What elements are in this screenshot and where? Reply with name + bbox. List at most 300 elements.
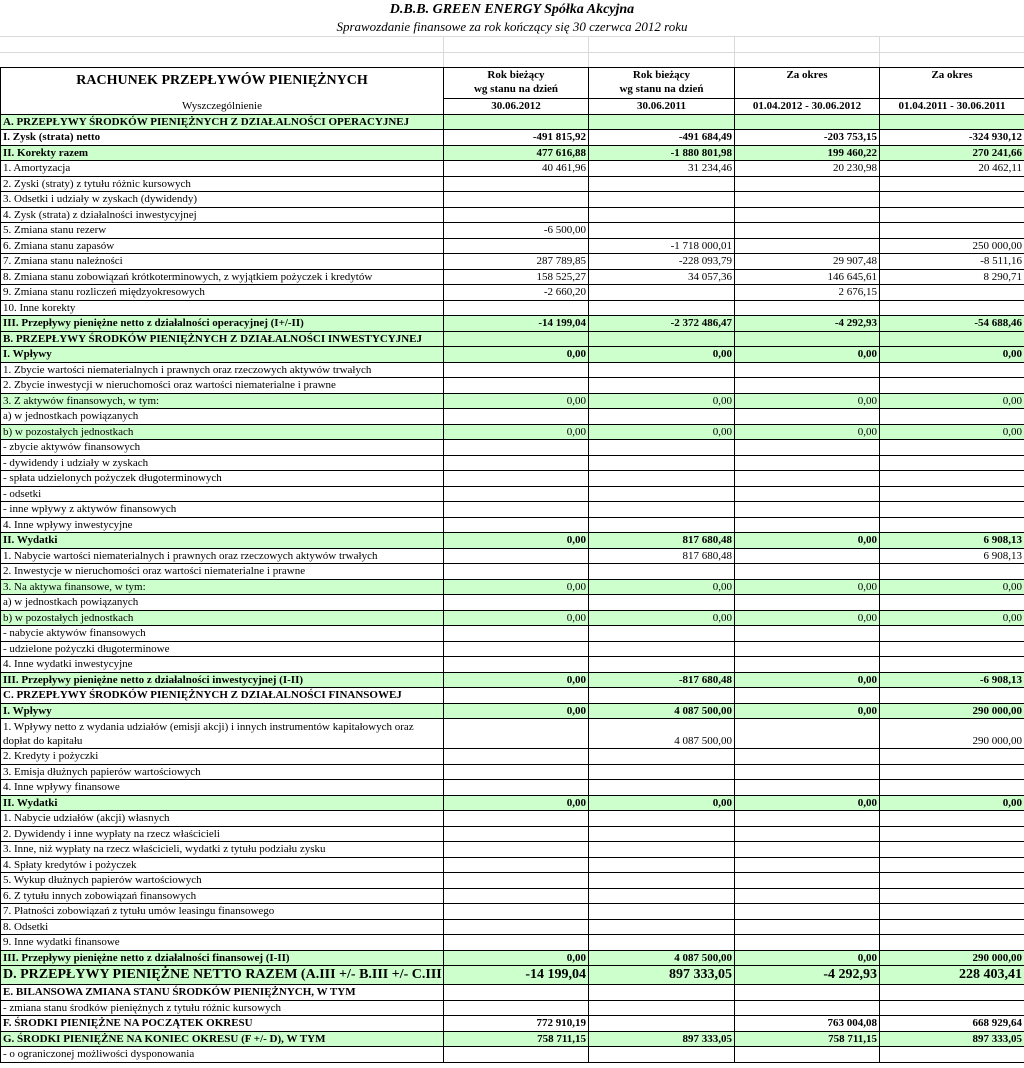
row-value-col1 bbox=[444, 455, 589, 471]
row-value-col1 bbox=[444, 331, 589, 347]
row-value-col2 bbox=[589, 904, 735, 920]
row-label: 1. Wpływy netto z wydania udziałów (emisji akcji) i innych instrumentów kapitałowych oraz dopłat do kapitału bbox=[1, 719, 444, 749]
row-value-col3: 0,00 bbox=[735, 610, 880, 626]
row-value-col2 bbox=[589, 517, 735, 533]
row-value-col2 bbox=[589, 455, 735, 471]
table-title bbox=[1, 68, 444, 115]
row-label: E. BILANSOWA ZMIANA STANU ŚRODKÓW PIENIĘŻNYCH, W TYM bbox=[1, 985, 444, 1001]
row-value-col3 bbox=[735, 935, 880, 951]
row-value-col1 bbox=[444, 764, 589, 780]
row-value-col1 bbox=[444, 486, 589, 502]
row-value-col4: 6 908,13 bbox=[880, 533, 1024, 549]
row-value-col2 bbox=[589, 207, 735, 223]
row-value-col3 bbox=[735, 842, 880, 858]
table-row bbox=[1, 1016, 1024, 1032]
table-row bbox=[1, 409, 1024, 425]
row-value-col3: 0,00 bbox=[735, 950, 880, 966]
row-value-col1 bbox=[444, 378, 589, 394]
row-value-col2: 0,00 bbox=[589, 393, 735, 409]
table-row bbox=[1, 378, 1024, 394]
row-label: 3. Na aktywa finansowe, w tym: bbox=[1, 579, 444, 595]
row-value-col1: 0,00 bbox=[444, 393, 589, 409]
row-value-col1 bbox=[444, 641, 589, 657]
table-row bbox=[1, 719, 1024, 749]
row-value-col2 bbox=[589, 857, 735, 873]
table-row bbox=[1, 811, 1024, 827]
table-row bbox=[1, 672, 1024, 688]
row-value-col2 bbox=[589, 502, 735, 518]
row-value-col3 bbox=[735, 641, 880, 657]
row-value-col3 bbox=[735, 811, 880, 827]
row-value-col3 bbox=[735, 857, 880, 873]
row-value-col2 bbox=[589, 641, 735, 657]
column-2-date: 30.06.2011 bbox=[589, 99, 735, 115]
row-value-col3 bbox=[735, 780, 880, 796]
row-value-col2: 31 234,46 bbox=[589, 161, 735, 177]
row-value-col4 bbox=[880, 780, 1024, 796]
row-label: 1. Zbycie wartości niematerialnych i prawnych oraz rzeczowych aktywów trwałych bbox=[1, 362, 444, 378]
table-row bbox=[1, 238, 1024, 254]
row-label: - odsetki bbox=[1, 486, 444, 502]
row-label: 1. Nabycie wartości niematerialnych i prawnych oraz rzeczowych aktywów trwałych bbox=[1, 548, 444, 564]
row-value-col2 bbox=[589, 1000, 735, 1016]
table-row bbox=[1, 795, 1024, 811]
row-value-col4 bbox=[880, 657, 1024, 673]
table-row bbox=[1, 703, 1024, 719]
table-row bbox=[1, 424, 1024, 440]
row-value-col3: 0,00 bbox=[735, 795, 880, 811]
table-row bbox=[1, 254, 1024, 270]
row-value-col3 bbox=[735, 300, 880, 316]
row-value-col3 bbox=[735, 548, 880, 564]
report-subtitle: Sprawozdanie finansowe za rok kończący się 30 czerwca 2012 roku bbox=[336, 19, 688, 34]
row-value-col3 bbox=[735, 331, 880, 347]
row-label: b) w pozostałych jednostkach bbox=[1, 610, 444, 626]
row-value-col4: 0,00 bbox=[880, 579, 1024, 595]
row-value-col3 bbox=[735, 1047, 880, 1063]
row-value-col2: 4 087 500,00 bbox=[589, 703, 735, 719]
row-value-col1: 0,00 bbox=[444, 610, 589, 626]
table-row bbox=[1, 595, 1024, 611]
row-value-col2 bbox=[589, 471, 735, 487]
row-value-col4: 668 929,64 bbox=[880, 1016, 1024, 1032]
column-4-line1: Za okres bbox=[931, 69, 973, 81]
row-label: 5. Wykup dłużnych papierów wartościowych bbox=[1, 873, 444, 889]
table-row bbox=[1, 888, 1024, 904]
row-value-col3 bbox=[735, 985, 880, 1001]
row-label: 2. Inwestycje w nieruchomości oraz wartości niematerialne i prawne bbox=[1, 564, 444, 580]
row-value-col1: 158 525,27 bbox=[444, 269, 589, 285]
empty-grid-rows bbox=[0, 36, 1024, 68]
table-row bbox=[1, 764, 1024, 780]
row-value-col2 bbox=[589, 1016, 735, 1032]
row-label: 2. Zbycie inwestycji w nieruchomości oraz wartości niematerialne i prawne bbox=[1, 378, 444, 394]
row-value-col4: -6 908,13 bbox=[880, 672, 1024, 688]
row-value-col2 bbox=[589, 440, 735, 456]
row-value-col1 bbox=[444, 176, 589, 192]
row-value-col2 bbox=[589, 300, 735, 316]
row-value-col4 bbox=[880, 935, 1024, 951]
row-value-col2: -1 718 000,01 bbox=[589, 238, 735, 254]
row-value-col2: -817 680,48 bbox=[589, 672, 735, 688]
row-value-col1 bbox=[444, 857, 589, 873]
row-value-col1 bbox=[444, 440, 589, 456]
row-value-col1 bbox=[444, 300, 589, 316]
table-row bbox=[1, 966, 1024, 985]
row-value-col4 bbox=[880, 626, 1024, 642]
row-value-col4 bbox=[880, 440, 1024, 456]
row-label: 2. Zyski (straty) z tytułu różnic kursowych bbox=[1, 176, 444, 192]
table-row bbox=[1, 130, 1024, 146]
header-row bbox=[1, 68, 1024, 99]
row-value-col3: 146 645,61 bbox=[735, 269, 880, 285]
row-value-col1: 40 461,96 bbox=[444, 161, 589, 177]
row-label: - inne wpływy z aktywów finansowych bbox=[1, 502, 444, 518]
row-label: 4. Inne wpływy finansowe bbox=[1, 780, 444, 796]
row-label: 4. Zysk (strata) z działalności inwestycyjnej bbox=[1, 207, 444, 223]
row-value-col4 bbox=[880, 1000, 1024, 1016]
row-value-col3 bbox=[735, 378, 880, 394]
row-value-col2 bbox=[589, 1047, 735, 1063]
row-label: 5. Zmiana stanu rezerw bbox=[1, 223, 444, 239]
row-value-col4 bbox=[880, 842, 1024, 858]
table-row bbox=[1, 331, 1024, 347]
row-value-col3 bbox=[735, 688, 880, 704]
table-row bbox=[1, 393, 1024, 409]
row-value-col1 bbox=[444, 626, 589, 642]
row-label: D. PRZEPŁYWY PIENIĘŻNE NETTO RAZEM (A.III +/- B.III +/- C.III bbox=[1, 966, 444, 985]
row-value-col2: 4 087 500,00 bbox=[589, 719, 735, 749]
table-row bbox=[1, 985, 1024, 1001]
table-row bbox=[1, 285, 1024, 301]
row-value-col4: 20 462,11 bbox=[880, 161, 1024, 177]
row-value-col3 bbox=[735, 238, 880, 254]
row-value-col4 bbox=[880, 826, 1024, 842]
row-value-col1 bbox=[444, 935, 589, 951]
cash-flow-table bbox=[0, 67, 1024, 1063]
column-header-1 bbox=[444, 68, 589, 99]
table-row bbox=[1, 316, 1024, 332]
table-row bbox=[1, 161, 1024, 177]
row-value-col1: 0,00 bbox=[444, 795, 589, 811]
column-1-line2: wg stanu na dzień bbox=[473, 83, 559, 95]
row-value-col1 bbox=[444, 1000, 589, 1016]
row-value-col1: -491 815,92 bbox=[444, 130, 589, 146]
row-value-col4 bbox=[880, 409, 1024, 425]
row-label: II. Wydatki bbox=[1, 795, 444, 811]
row-value-col1 bbox=[444, 888, 589, 904]
row-value-col4 bbox=[880, 517, 1024, 533]
row-value-col1 bbox=[444, 409, 589, 425]
row-value-col1 bbox=[444, 985, 589, 1001]
row-value-col1: 0,00 bbox=[444, 950, 589, 966]
row-value-col4 bbox=[880, 904, 1024, 920]
row-value-col2 bbox=[589, 626, 735, 642]
row-value-col2 bbox=[589, 985, 735, 1001]
row-value-col2 bbox=[589, 486, 735, 502]
row-label: a) w jednostkach powiązanych bbox=[1, 595, 444, 611]
row-value-col1 bbox=[444, 873, 589, 889]
table-row bbox=[1, 300, 1024, 316]
table-row bbox=[1, 455, 1024, 471]
table-row bbox=[1, 440, 1024, 456]
table-row bbox=[1, 207, 1024, 223]
row-value-col2: 0,00 bbox=[589, 347, 735, 363]
row-value-col4: -54 688,46 bbox=[880, 316, 1024, 332]
row-value-col3: 29 907,48 bbox=[735, 254, 880, 270]
row-value-col4 bbox=[880, 223, 1024, 239]
row-value-col4 bbox=[880, 564, 1024, 580]
row-value-col1 bbox=[444, 719, 589, 749]
row-value-col3: 763 004,08 bbox=[735, 1016, 880, 1032]
row-value-col2 bbox=[589, 378, 735, 394]
row-label: 4. Inne wydatki inwestycyjne bbox=[1, 657, 444, 673]
row-value-col1 bbox=[444, 811, 589, 827]
row-label: 2. Kredyty i pożyczki bbox=[1, 749, 444, 765]
row-label: 6. Z tytułu innych zobowiązań finansowych bbox=[1, 888, 444, 904]
table-row bbox=[1, 1031, 1024, 1047]
table-row bbox=[1, 145, 1024, 161]
row-value-col1 bbox=[444, 192, 589, 208]
row-value-col1 bbox=[444, 238, 589, 254]
row-value-col2: 0,00 bbox=[589, 610, 735, 626]
row-value-col3: -203 753,15 bbox=[735, 130, 880, 146]
row-value-col1: 287 789,85 bbox=[444, 254, 589, 270]
row-value-col1 bbox=[444, 780, 589, 796]
row-value-col2: -228 093,79 bbox=[589, 254, 735, 270]
row-value-col4 bbox=[880, 114, 1024, 130]
row-label: b) w pozostałych jednostkach bbox=[1, 424, 444, 440]
row-value-col1: -14 199,04 bbox=[444, 316, 589, 332]
table-row bbox=[1, 919, 1024, 935]
row-label: - zbycie aktywów finansowych bbox=[1, 440, 444, 456]
column-2-line1: Rok bieżący bbox=[632, 69, 691, 81]
row-value-col2: 897 333,05 bbox=[589, 966, 735, 985]
row-label: 8. Zmiana stanu zobowiązań krótkoterminowych, z wyjątkiem pożyczek i kredytów bbox=[1, 269, 444, 285]
table-row bbox=[1, 564, 1024, 580]
row-value-col4: 0,00 bbox=[880, 424, 1024, 440]
table-row bbox=[1, 548, 1024, 564]
row-label: 8. Odsetki bbox=[1, 919, 444, 935]
table-row bbox=[1, 826, 1024, 842]
row-value-col4 bbox=[880, 331, 1024, 347]
row-value-col4: 6 908,13 bbox=[880, 548, 1024, 564]
row-value-col1: 772 910,19 bbox=[444, 1016, 589, 1032]
row-value-col2: 0,00 bbox=[589, 579, 735, 595]
row-label: III. Przepływy pieniężne netto z działalności inwestycyjnej (I-II) bbox=[1, 672, 444, 688]
row-value-col2 bbox=[589, 331, 735, 347]
row-value-col4: 228 403,41 bbox=[880, 966, 1024, 985]
row-label: I. Wpływy bbox=[1, 347, 444, 363]
row-value-col1 bbox=[444, 749, 589, 765]
row-value-col3 bbox=[735, 409, 880, 425]
row-value-col1: -14 199,04 bbox=[444, 966, 589, 985]
row-value-col4 bbox=[880, 749, 1024, 765]
column-header-2 bbox=[589, 68, 735, 99]
row-value-col2: 0,00 bbox=[589, 424, 735, 440]
row-label: 3. Inne, niż wypłaty na rzecz właścicieli, wydatki z tytułu podziału zysku bbox=[1, 842, 444, 858]
row-value-col1 bbox=[444, 1047, 589, 1063]
row-value-col2 bbox=[589, 749, 735, 765]
row-value-col1 bbox=[444, 904, 589, 920]
row-value-col3 bbox=[735, 114, 880, 130]
row-value-col3: 0,00 bbox=[735, 672, 880, 688]
row-value-col3 bbox=[735, 764, 880, 780]
table-row bbox=[1, 347, 1024, 363]
table-row bbox=[1, 1000, 1024, 1016]
table-row bbox=[1, 873, 1024, 889]
row-value-col4: 270 241,66 bbox=[880, 145, 1024, 161]
row-value-col2 bbox=[589, 409, 735, 425]
table-row bbox=[1, 1047, 1024, 1063]
row-value-col1 bbox=[444, 842, 589, 858]
table-row bbox=[1, 780, 1024, 796]
row-label: - udzielone pożyczki długoterminowe bbox=[1, 641, 444, 657]
row-value-col3 bbox=[735, 626, 880, 642]
row-value-col1: 0,00 bbox=[444, 533, 589, 549]
row-value-col3 bbox=[735, 595, 880, 611]
row-value-col4 bbox=[880, 176, 1024, 192]
row-value-col2 bbox=[589, 826, 735, 842]
row-value-col3: 0,00 bbox=[735, 424, 880, 440]
row-label: 3. Z aktywów finansowych, w tym: bbox=[1, 393, 444, 409]
row-value-col3 bbox=[735, 471, 880, 487]
row-value-col4: 250 000,00 bbox=[880, 238, 1024, 254]
column-1-date: 30.06.2012 bbox=[444, 99, 589, 115]
row-value-col3: 0,00 bbox=[735, 393, 880, 409]
row-value-col4: 8 290,71 bbox=[880, 269, 1024, 285]
row-value-col4 bbox=[880, 811, 1024, 827]
row-value-col4 bbox=[880, 362, 1024, 378]
row-value-col4: 290 000,00 bbox=[880, 703, 1024, 719]
row-label: 4. Inne wpływy inwestycyjne bbox=[1, 517, 444, 533]
row-value-col4 bbox=[880, 502, 1024, 518]
row-value-col1: 0,00 bbox=[444, 347, 589, 363]
row-value-col2: 897 333,05 bbox=[589, 1031, 735, 1047]
row-value-col3 bbox=[735, 455, 880, 471]
row-value-col2 bbox=[589, 811, 735, 827]
row-value-col3: 0,00 bbox=[735, 347, 880, 363]
row-value-col4: -8 511,16 bbox=[880, 254, 1024, 270]
row-value-col4 bbox=[880, 300, 1024, 316]
row-value-col2: -491 684,49 bbox=[589, 130, 735, 146]
row-value-col3: 199 460,22 bbox=[735, 145, 880, 161]
table-row bbox=[1, 502, 1024, 518]
row-value-col1 bbox=[444, 502, 589, 518]
row-value-col2 bbox=[589, 223, 735, 239]
row-label: I. Zysk (strata) netto bbox=[1, 130, 444, 146]
row-value-col4 bbox=[880, 471, 1024, 487]
row-value-col2: 817 680,48 bbox=[589, 548, 735, 564]
row-value-col1 bbox=[444, 548, 589, 564]
row-value-col1 bbox=[444, 657, 589, 673]
row-value-col1: -6 500,00 bbox=[444, 223, 589, 239]
row-value-col2 bbox=[589, 919, 735, 935]
row-value-col4: 897 333,05 bbox=[880, 1031, 1024, 1047]
row-value-col1: 477 616,88 bbox=[444, 145, 589, 161]
row-value-col4 bbox=[880, 857, 1024, 873]
row-label: 1. Amortyzacja bbox=[1, 161, 444, 177]
row-value-col3 bbox=[735, 223, 880, 239]
table-row bbox=[1, 904, 1024, 920]
row-value-col3 bbox=[735, 517, 880, 533]
table-row bbox=[1, 657, 1024, 673]
row-label: 2. Dywidendy i inne wypłaty na rzecz właścicieli bbox=[1, 826, 444, 842]
row-value-col2 bbox=[589, 688, 735, 704]
table-row bbox=[1, 362, 1024, 378]
row-value-col3 bbox=[735, 502, 880, 518]
row-label: 3. Emisja dłużnych papierów wartościowych bbox=[1, 764, 444, 780]
row-value-col2 bbox=[589, 192, 735, 208]
row-value-col2: 34 057,36 bbox=[589, 269, 735, 285]
row-value-col4: 0,00 bbox=[880, 393, 1024, 409]
row-value-col4: 290 000,00 bbox=[880, 719, 1024, 749]
row-value-col2 bbox=[589, 657, 735, 673]
row-value-col4: 0,00 bbox=[880, 610, 1024, 626]
row-value-col4 bbox=[880, 595, 1024, 611]
row-value-col1 bbox=[444, 688, 589, 704]
row-value-col2: 817 680,48 bbox=[589, 533, 735, 549]
table-row bbox=[1, 749, 1024, 765]
row-value-col1: -2 660,20 bbox=[444, 285, 589, 301]
table-row bbox=[1, 610, 1024, 626]
column-3-date: 01.04.2012 - 30.06.2012 bbox=[735, 99, 880, 115]
table-row bbox=[1, 192, 1024, 208]
row-value-col2: -2 372 486,47 bbox=[589, 316, 735, 332]
row-value-col3: 2 676,15 bbox=[735, 285, 880, 301]
row-value-col1 bbox=[444, 919, 589, 935]
row-value-col2 bbox=[589, 114, 735, 130]
row-label: II. Wydatki bbox=[1, 533, 444, 549]
row-value-col3 bbox=[735, 873, 880, 889]
row-value-col4 bbox=[880, 764, 1024, 780]
row-label: 7. Zmiana stanu należności bbox=[1, 254, 444, 270]
column-header-4 bbox=[880, 68, 1024, 99]
row-value-col4: -324 930,12 bbox=[880, 130, 1024, 146]
row-value-col1 bbox=[444, 564, 589, 580]
row-value-col3: -4 292,93 bbox=[735, 966, 880, 985]
row-value-col1 bbox=[444, 362, 589, 378]
row-value-col3: 20 230,98 bbox=[735, 161, 880, 177]
table-row bbox=[1, 269, 1024, 285]
row-value-col2 bbox=[589, 888, 735, 904]
row-label: 1. Nabycie udziałów (akcji) własnych bbox=[1, 811, 444, 827]
row-value-col4 bbox=[880, 985, 1024, 1001]
row-label: - o ograniczonej możliwości dysponowania bbox=[1, 1047, 444, 1063]
row-label: a) w jednostkach powiązanych bbox=[1, 409, 444, 425]
row-label: III. Przepływy pieniężne netto z działalności finansowej (I-II) bbox=[1, 950, 444, 966]
row-value-col3 bbox=[735, 657, 880, 673]
row-value-col4 bbox=[880, 192, 1024, 208]
row-value-col2 bbox=[589, 285, 735, 301]
row-value-col3: 0,00 bbox=[735, 703, 880, 719]
table-row bbox=[1, 626, 1024, 642]
row-value-col2 bbox=[589, 935, 735, 951]
row-label: II. Korekty razem bbox=[1, 145, 444, 161]
row-label: B. PRZEPŁYWY ŚRODKÓW PIENIĘŻNYCH Z DZIAŁALNOŚCI INWESTYCYJNEJ bbox=[1, 331, 444, 347]
row-label: 3. Odsetki i udziały w zyskach (dywidendy) bbox=[1, 192, 444, 208]
row-value-col2 bbox=[589, 564, 735, 580]
column-2-line2: wg stanu na dzień bbox=[619, 83, 704, 95]
row-value-col4 bbox=[880, 873, 1024, 889]
row-label: 7. Płatności zobowiązań z tytułu umów leasingu finansowego bbox=[1, 904, 444, 920]
table-row bbox=[1, 935, 1024, 951]
row-value-col3 bbox=[735, 207, 880, 223]
row-label: I. Wpływy bbox=[1, 703, 444, 719]
row-value-col2 bbox=[589, 842, 735, 858]
row-value-col3 bbox=[735, 749, 880, 765]
table-row bbox=[1, 842, 1024, 858]
